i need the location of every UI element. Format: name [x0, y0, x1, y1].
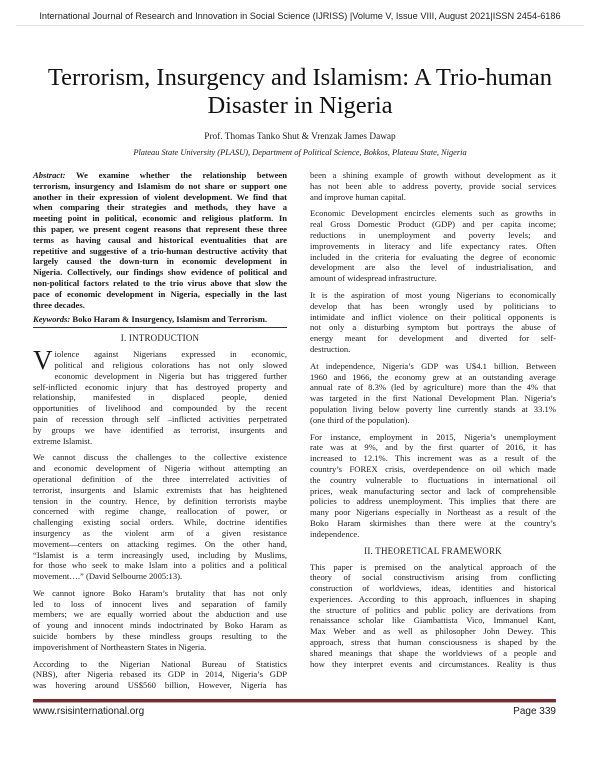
text-line: movement—centers on attacking regimes. On the other hand,: [33, 538, 287, 549]
abstract-text: largely caused the down-turn in economic development in: [33, 256, 287, 267]
abstract-text: Nigeria. Collectively, our findings show evidence of political and: [33, 267, 287, 278]
text-line: energy meant for development and diverted for self-: [310, 333, 556, 344]
paragraph-intro-1: [33, 345, 287, 446]
text-line: been a shining example of growth without development as it: [310, 170, 556, 180]
footer-divider: [33, 699, 556, 703]
abstract-text: non-political factors related to the trio virus above that slow the: [33, 277, 287, 288]
title-line-1: Terrorism, Insurgency and Islamism: A Trio-human: [47, 64, 553, 91]
keywords: [33, 314, 287, 328]
paragraph-intro-3: [33, 588, 287, 653]
text-line: has not been able to address poverty, provide social services: [310, 180, 556, 191]
text-line: terrorist, insurgents and Islamic extremists that has heightened: [33, 484, 287, 495]
paragraph-theory: [310, 562, 556, 670]
text-line: by groups we have identified as terrorist, insurgents and: [33, 424, 287, 435]
abstract-line: [33, 246, 287, 257]
text-line: prices, weak manufacturing sector and lack of comprehensible: [310, 485, 556, 496]
text-line: We cannot discuss the challenges to the collective existence: [33, 452, 287, 463]
abstract-line: [33, 289, 287, 300]
paragraph-right-1: [310, 170, 556, 202]
paragraph-economic-development: [310, 208, 556, 284]
text-line: insurgency as the violent arm of a given resistance: [33, 527, 287, 538]
text-line: increased to 12.1%. This increment was as a result of the: [310, 453, 556, 464]
text-line: Boko Haram skirmishes than there were at the country’s: [310, 517, 556, 528]
abstract-line: [33, 267, 287, 278]
text-line: included in the criteria for evaluating the degree of economic: [310, 251, 556, 262]
text-line: real Gross Domestic Product (GDP) and per capita income;: [310, 219, 556, 230]
text-line: We cannot ignore Boko Haram’s brutality that has not only: [33, 587, 287, 598]
paragraph-aspiration: [310, 290, 556, 355]
abstract-text: pace of economic development in Nigeria, especially in the last: [33, 288, 287, 299]
text-line: suicide bombers by these mindless groups resulting to the: [33, 631, 287, 642]
keywords-text: Boko Haram & Insurgency, Islamism and Terrorism.: [72, 314, 268, 325]
text-line: was hovering around US$560 billion, However, Nigeria has: [33, 680, 287, 691]
text-line: the country vulnerable to fluctuations in international oil: [310, 474, 556, 485]
abstract-line: [33, 235, 287, 246]
text-line: members; we are equally worried about the abduction and use: [33, 609, 287, 620]
text-line: independence.: [310, 528, 360, 539]
journal-header: International Journal of Research and Innovation in Social Science (IJRISS) |Volume V, Issue VIII, August 2021|ISSN 2454-6186: [39, 11, 561, 21]
text-line: intimidate and inflict violence on their political opponents is: [310, 311, 556, 322]
text-line: many poor Nigerians especially in Northeast as a result of the: [310, 507, 556, 518]
section-heading-theoretical-framework: II. THEORETICAL FRAMEWORK: [364, 545, 502, 556]
text-line: (NBS), after Nigeria rebased its GDP in 2014, Nigeria’s GDP: [33, 669, 287, 680]
text-line: country’s FOREX crisis, overdependence on oil which made: [310, 463, 556, 474]
abstract-label: Abstract:: [33, 170, 66, 180]
text-line: extreme Islamist.: [33, 435, 93, 446]
text-line: Max Weber and as well as philosopher John Dewey. This: [310, 626, 556, 637]
text-line: rate was at 9%, and by the first quarter of 2016, it has: [310, 442, 556, 453]
text-line: (one third of the population).: [310, 414, 410, 425]
text-line: self-inflicted economic injury that has destroyed property and: [33, 381, 287, 392]
authors: Prof. Thomas Tanko Shut & Vrenzak James Dawap: [204, 132, 396, 142]
text-line: At independence, Nigeria’s GDP was U$4.1 billion. Between: [310, 360, 556, 371]
paper-title: [0, 64, 600, 120]
right-column: [310, 170, 556, 675]
text-line: movement….” (David Selbourne 2005:13).: [33, 571, 183, 582]
text-line: how they interpret events and circumstances. Reality is thus: [310, 658, 556, 669]
abstract-line: [33, 213, 287, 224]
text-line: opportunities of livelihood and compounded by the recent: [33, 403, 287, 414]
footer-website: www.rsisinternational.org: [33, 706, 145, 717]
paragraph-independence-gdp: [310, 361, 556, 426]
text-line: construction of worldviews, ideas, identities and historical: [310, 583, 556, 594]
left-column: [33, 170, 287, 697]
paragraph-intro-2: [33, 452, 287, 582]
abstract-text: terrorism, insurgency and Islamism do not share or support one: [33, 180, 287, 191]
abstract: [33, 170, 287, 310]
text-line: Economic Development encircles elements such as growths in: [310, 208, 556, 219]
text-line: destruction.: [310, 343, 351, 354]
text-line: for those who seek to make Islam into a politics and a political: [33, 560, 287, 571]
footer: [33, 699, 556, 719]
text-line: approach, stress that human consciousness is shaped by the: [310, 637, 556, 648]
abstract-text: this paper, we present cogent reasons that represent these three: [33, 223, 287, 234]
abstract-line: [33, 278, 287, 289]
keywords-label: Keywords:: [33, 314, 71, 325]
text-line: 1960 and 1966, the economy grew at an outstanding average: [310, 371, 556, 382]
title-line-2: Disaster in Nigeria: [207, 92, 393, 119]
affiliation: Plateau State University (PLASU), Department of Political Science, Bokkos, Plateau State, Nigeria: [133, 148, 467, 157]
abstract-line: [33, 202, 287, 213]
abstract-line: [33, 224, 287, 235]
text-line: led to loss of innocent lives and separation of family: [33, 598, 287, 609]
text-line: improvements in literacy and life expectancy rates. Often: [310, 240, 556, 251]
paragraph-intro-4: [33, 659, 287, 691]
text-line: impoverishment of Northeastern States in Nigeria.: [33, 641, 207, 652]
abstract-text: terms as having causal and historical eventualities that are: [33, 234, 287, 245]
page-number: Page 339: [513, 706, 556, 717]
text-line: It is the aspiration of most young Nigerians to economically: [310, 289, 556, 300]
text-line: reductions in unemployment and poverty levels; and: [310, 229, 556, 240]
text-line: challenging existing social orders. While, doctrine identifies: [33, 517, 287, 528]
text-line: “Islamist is a term increasingly used, including by Muslims,: [33, 549, 287, 560]
text-line: economic development in Nigeria but has triggered further: [54, 370, 287, 381]
text-line: not only a disturbing symptom but portrays the abuse of: [310, 322, 556, 333]
abstract-text: when comparing their strategies and methods, they have a: [33, 202, 287, 213]
text-line: tension in the country. Hence, by definition terrorists maybe: [33, 495, 287, 506]
text-line: develop that has been wrongly used by politicians to: [310, 300, 556, 311]
text-line: This paper is premised on the analytical approach of the: [310, 561, 556, 572]
text-line: theory of social constructivism arising from conflicting: [310, 572, 556, 583]
abstract-text: three decades.: [33, 299, 85, 310]
text-line: relationship, manifested in displaced people, denied: [33, 392, 287, 403]
text-line: renaissance scholar like Giambattista Vico, Immanuel Kant,: [310, 615, 556, 626]
abstract-text: repetitive and suggestive of a trio-human destructive activity that: [33, 245, 287, 256]
text-line: policies to address unemployment. This implies that there are: [310, 496, 556, 507]
abstract-text: We examine whether the relationship between: [75, 170, 287, 180]
abstract-line: [33, 181, 287, 192]
text-line: the structure of politics and public policy are derivations from: [310, 604, 556, 615]
section-heading-introduction: I. INTRODUCTION: [120, 333, 200, 344]
text-line: experiences. According to this approach, influences in shaping: [310, 593, 556, 604]
text-line: political and religious colorations has not only slowed: [54, 359, 287, 370]
paragraph-unemployment: [310, 432, 556, 540]
abstract-text: meeting point in political, economic and religious platform. In: [33, 213, 287, 224]
text-line: was targeted in the first National Development Plan. Nigeria’s: [310, 393, 556, 404]
abstract-line: [33, 256, 287, 267]
abstract-line: [33, 300, 287, 311]
text-line: population living below poverty line currently stands at 33.1%: [310, 403, 556, 414]
text-line: of young and innocent minds indoctrinated by Boko Haram as: [33, 620, 287, 631]
abstract-line: [33, 192, 287, 203]
abstract-line: [33, 170, 287, 181]
abstract-text: another in their expression of violent development. We find that: [33, 191, 287, 202]
text-line: operational definition of the three interrelated activities of: [33, 473, 287, 484]
drop-cap: V: [33, 345, 53, 376]
text-line: and improve human capital.: [310, 191, 406, 202]
text-line: For instance, employment in 2015, Nigeria’s unemployment: [310, 431, 556, 442]
text-line: shared meanings that shape the worldviews of a people and: [310, 647, 556, 658]
text-line: and economic development of Nigeria without attempting an: [33, 463, 287, 474]
header-divider: [16, 25, 584, 26]
text-line: concerned with regime change, reallocation of power, or: [33, 506, 287, 517]
text-line: annual rate of 8.3% (led by agriculture) more than the 4% that: [310, 382, 556, 393]
text-line: development are also the level of industrialisation, and: [310, 262, 556, 273]
text-line: amount of widespread infrastructure.: [310, 273, 437, 284]
text-line: pain of recession through self –inflicted activities perpetrated: [33, 413, 287, 424]
text-line: iolence against Nigerians expressed in economic,: [54, 349, 287, 360]
text-line: According to the Nigerian National Bureau of Statistics: [33, 658, 287, 669]
